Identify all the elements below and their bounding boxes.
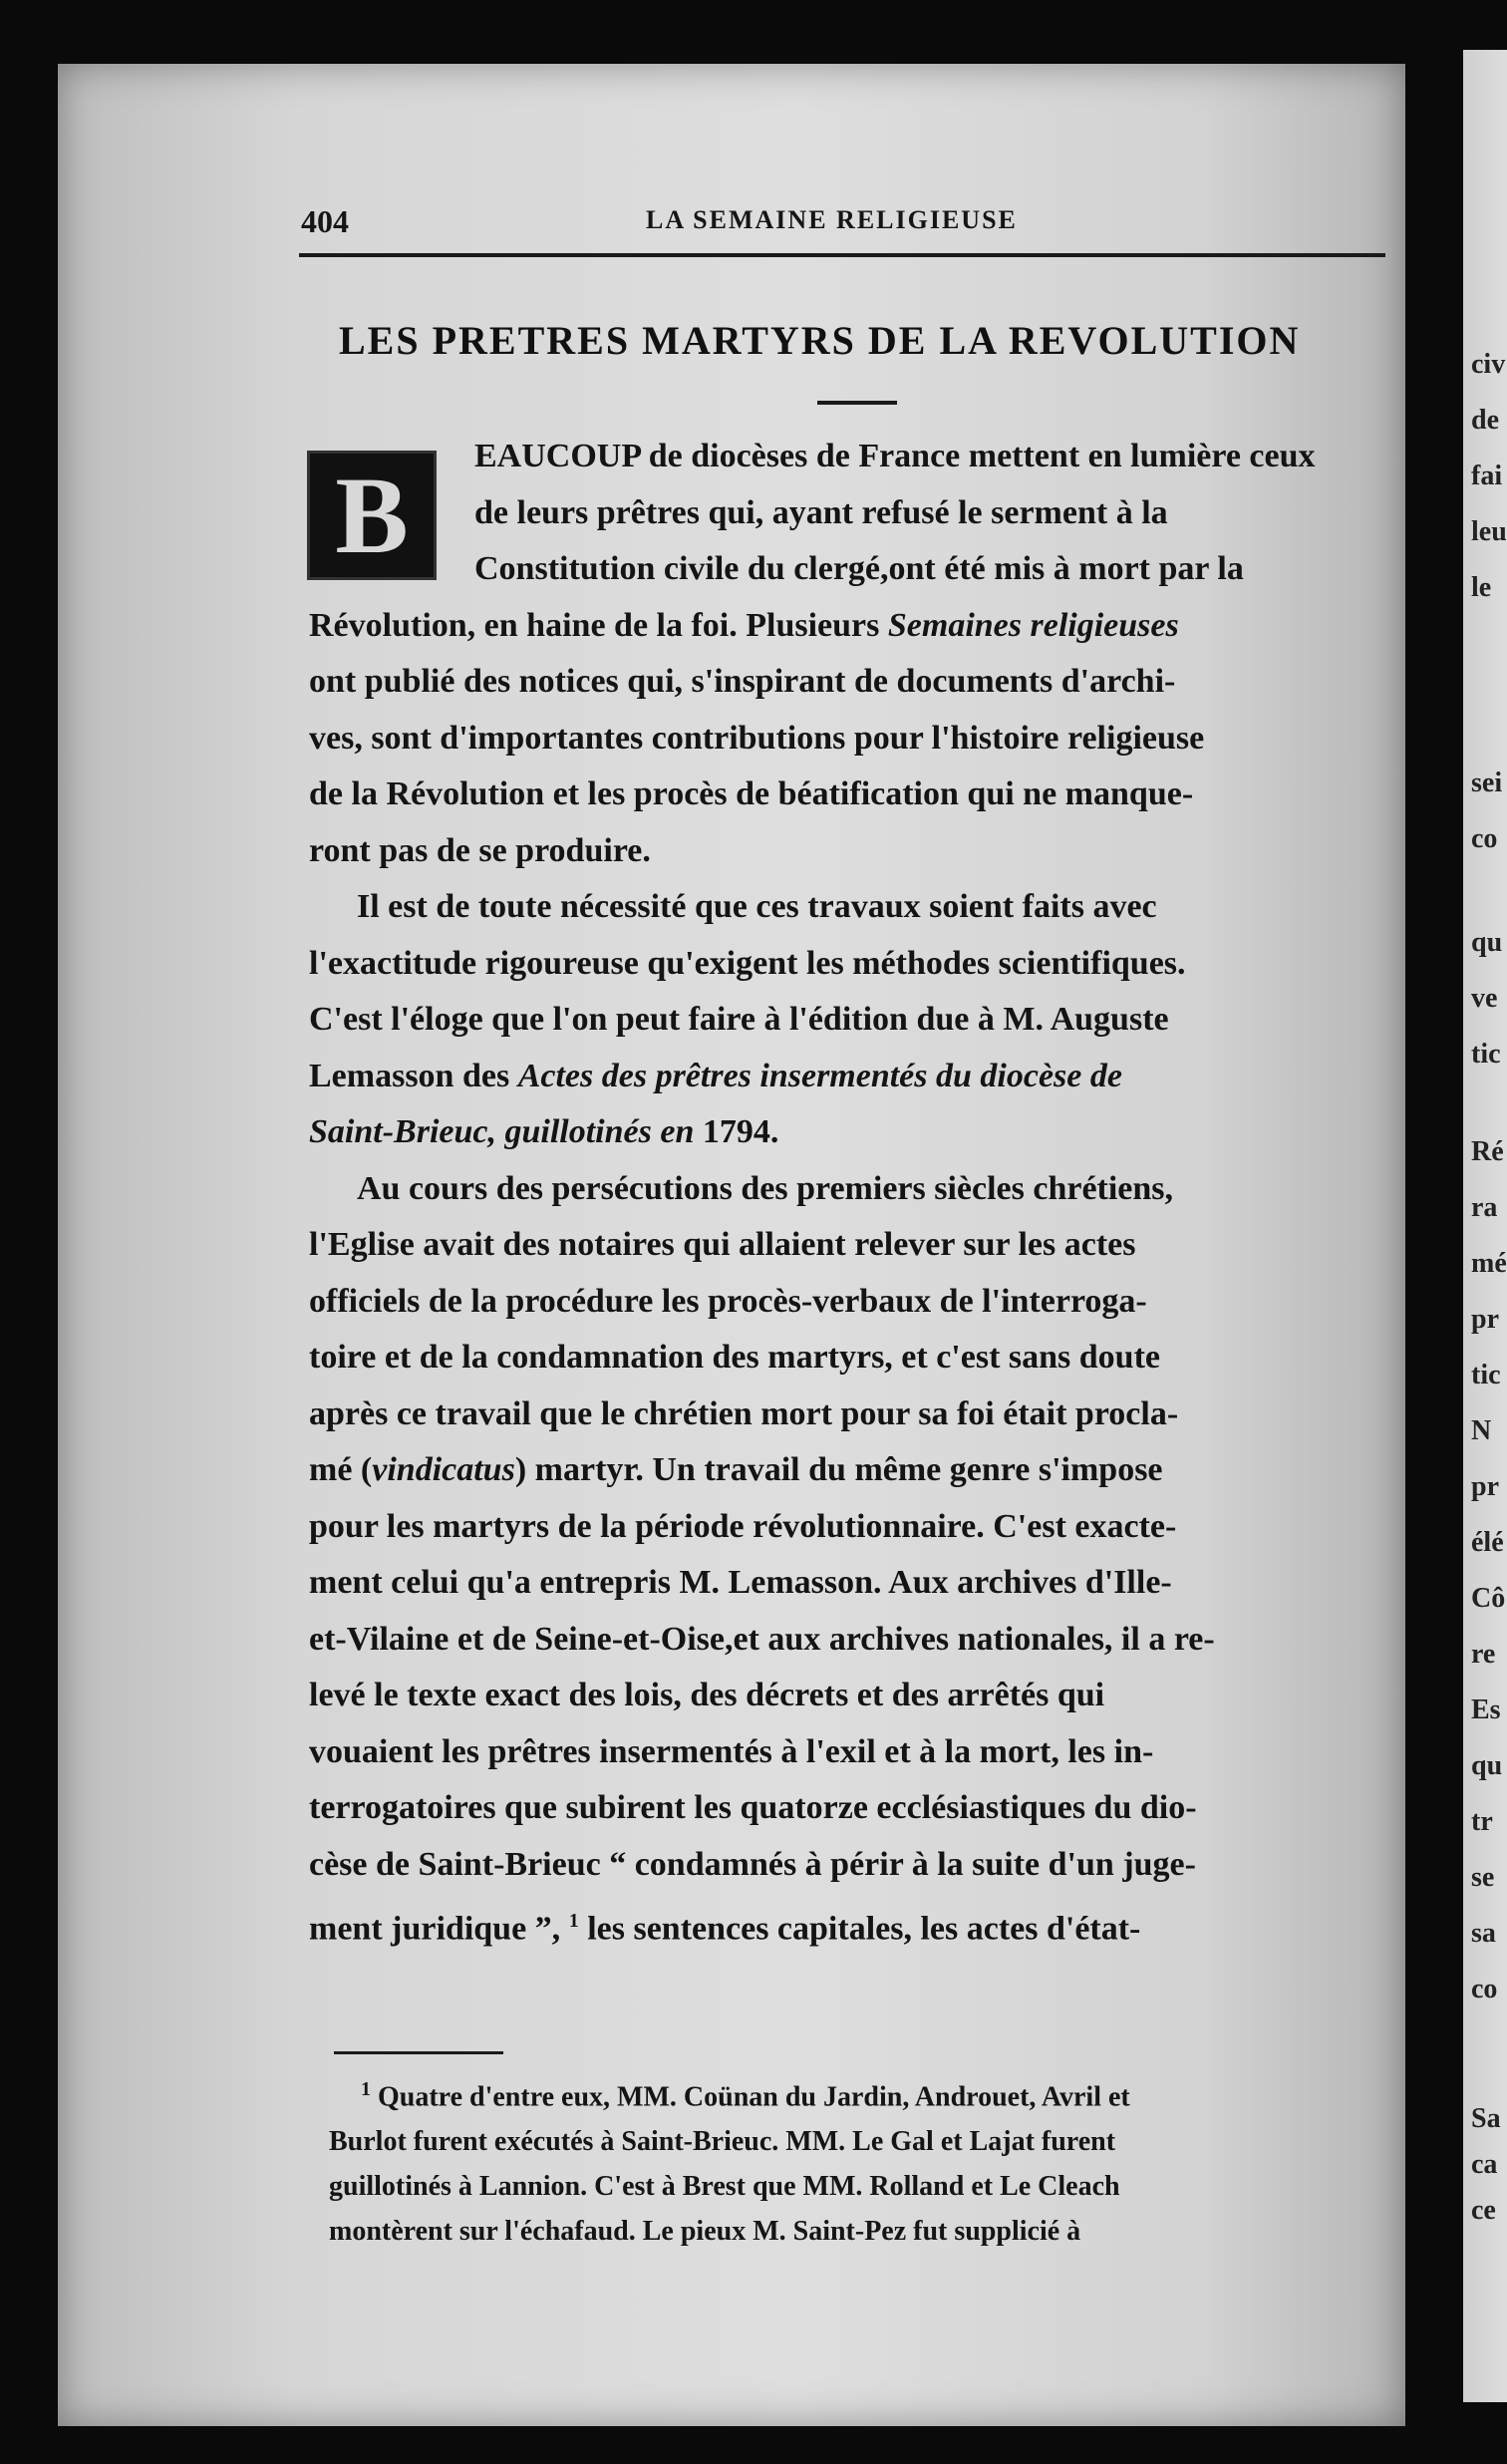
body-line: officiels de la procédure les procès-verbaux de l'interroga- — [309, 1282, 1147, 1320]
body-text-span: Lemasson des — [309, 1057, 518, 1094]
body-text-span: ment juridique ”, — [309, 1910, 569, 1948]
body-line: EAUCOUP de diocèses de France mettent en lumière ceux — [474, 438, 1316, 474]
article-title: LES PRETRES MARTYRS DE LA REVOLUTION — [339, 318, 1301, 363]
facing-page-fragment: ce — [1471, 2195, 1496, 2226]
body-line: ront pas de se produire. — [309, 831, 651, 869]
body-line — [309, 1893, 1405, 1950]
footnote-text: Quatre d'entre eux, MM. Coünan du Jardin, Androuet, Avril et — [378, 2081, 1130, 2113]
body-line: et-Vilaine et de Seine-et-Oise,et aux archives nationales, il a re- — [309, 1620, 1215, 1658]
facing-page-fragment: tic — [1471, 1039, 1501, 1070]
footnote-reference[interactable]: 1 — [568, 1910, 579, 1932]
facing-page-fragment: re — [1471, 1639, 1496, 1670]
body-line — [309, 598, 1405, 655]
facing-page-fragment: Ré — [1471, 1136, 1504, 1167]
body-line: C'est l'éloge que l'on peut faire à l'édition due à M. Auguste — [309, 1001, 1169, 1038]
facing-page-fragment: mé — [1471, 1248, 1507, 1279]
body-text-span: mé ( — [309, 1451, 373, 1488]
body-line: après ce travail que le chrétien mort pour sa foi était procla- — [309, 1394, 1179, 1432]
body-line: ment celui qu'a entrepris M. Lemasson. Aux archives d'Ille- — [309, 1564, 1172, 1601]
facing-page-fragment: sei — [1471, 768, 1503, 798]
body-line: l'exactitude rigoureuse qu'exigent les méthodes scientifiques. — [309, 944, 1186, 982]
footnote-rule — [334, 2051, 503, 2054]
body-line: l'Eglise avait des notaires qui allaient relever sur les actes — [309, 1226, 1136, 1263]
body-line — [309, 1049, 1405, 1105]
body-line: Au cours des persécutions des premiers siècles chrétiens, — [357, 1169, 1174, 1207]
facing-page-fragment: co — [1471, 823, 1498, 854]
facing-page-fragment: ve — [1471, 983, 1498, 1014]
dropcap-initial: B — [307, 451, 437, 580]
facing-page-fragment: leu — [1471, 516, 1507, 547]
page-number: 404 — [301, 203, 349, 239]
footnote — [329, 2067, 1405, 2254]
body-text-span: ) martyr. Un travail du même genre s'impose — [514, 1451, 1163, 1488]
body-text-span: les sentences capitales, les actes d'état- — [578, 1910, 1141, 1948]
italic-text: Saint-Brieuc, guillotinés en — [309, 1113, 695, 1150]
facing-page-fragment: de — [1471, 405, 1499, 436]
facing-page-fragment: ca — [1471, 2149, 1498, 2180]
facing-page-fragment: pr — [1471, 1304, 1499, 1335]
facing-page-fragment: fai — [1471, 461, 1503, 491]
facing-page-fragment: ra — [1471, 1192, 1498, 1223]
running-title: LA SEMAINE RELIGIEUSE — [646, 205, 1018, 234]
facing-page-fragment: se — [1471, 1862, 1495, 1893]
footnote-line: guillotinés à Lannion. C'est à Brest que MM. Rolland et Le Cleach — [329, 2171, 1120, 2203]
footnote-line: Burlot furent exécutés à Saint-Brieuc. MM. Le Gal et Lajat furent — [329, 2126, 1116, 2158]
footnote-line: montèrent sur l'échafaud. Le pieux M. Saint-Pez fut supplicié à — [329, 2216, 1081, 2248]
facing-page-fragment: qu — [1471, 1750, 1503, 1781]
facing-page-fragment: pr — [1471, 1471, 1499, 1502]
italic-text: Actes des prêtres insermentés du diocèse de — [517, 1057, 1122, 1094]
facing-page-fragment: le — [1471, 572, 1492, 603]
body-line: pour les martyrs de la période révolutionnaire. C'est exacte- — [309, 1507, 1177, 1545]
title-rule — [817, 401, 897, 405]
facing-page-fragment: élé — [1471, 1527, 1504, 1558]
body-line: toire et de la condamnation des martyrs, et c'est sans doute — [309, 1339, 1161, 1376]
body-line: levé le texte exact des lois, des décrets et des arrêtés qui — [309, 1677, 1105, 1713]
facing-page-fragment: N — [1471, 1415, 1492, 1446]
facing-page-fragment: qu — [1471, 927, 1503, 958]
facing-page-fragment: tr — [1471, 1806, 1493, 1837]
body-line: cèse de Saint-Brieuc “ condamnés à périr à la suite d'un juge- — [309, 1845, 1196, 1883]
facing-page-edge — [1463, 50, 1507, 2402]
facing-page-fragment: Sa — [1471, 2103, 1501, 2134]
italic-text: vindicatus — [372, 1451, 515, 1488]
facing-page-fragment: Es — [1471, 1694, 1501, 1725]
article-body — [309, 429, 1405, 1950]
body-line — [309, 1442, 1405, 1499]
body-line: de leurs prêtres qui, ayant refusé le serment à la — [474, 493, 1168, 531]
facing-page-fragment: tic — [1471, 1360, 1501, 1390]
facing-page-fragment: Cô — [1471, 1583, 1506, 1614]
body-line: ont publié des notices qui, s'inspirant de documents d'archi- — [309, 663, 1176, 700]
body-text-span: Révolution, en haine de la foi. Plusieurs — [309, 606, 888, 644]
body-line: Constitution civile du clergé,ont été mis à mort par la — [474, 550, 1244, 587]
body-line: Il est de toute nécessité que ces travaux soient faits avec — [357, 888, 1157, 925]
footnote-marker: 1 — [361, 2078, 371, 2100]
year-text: 1794. — [694, 1113, 779, 1150]
header-rule — [299, 253, 1385, 257]
italic-text: Semaines religieuses — [887, 606, 1179, 644]
body-line: ves, sont d'importantes contributions pour l'histoire religieuse — [309, 719, 1205, 757]
facing-page-fragment: sa — [1471, 1918, 1496, 1949]
facing-page-fragment: co — [1471, 1974, 1498, 2004]
body-line: de la Révolution et les procès de béatification qui ne manque- — [309, 775, 1194, 812]
facing-page-fragment: civ — [1471, 349, 1506, 380]
body-line: vouaient les prêtres insermentés à l'exil et à la mort, les in- — [309, 1732, 1154, 1770]
footnote-line — [329, 2067, 1405, 2119]
body-line: terrogatoires que subirent les quatorze ecclésiastiques du dio- — [309, 1789, 1197, 1826]
body-line — [309, 1104, 1405, 1161]
